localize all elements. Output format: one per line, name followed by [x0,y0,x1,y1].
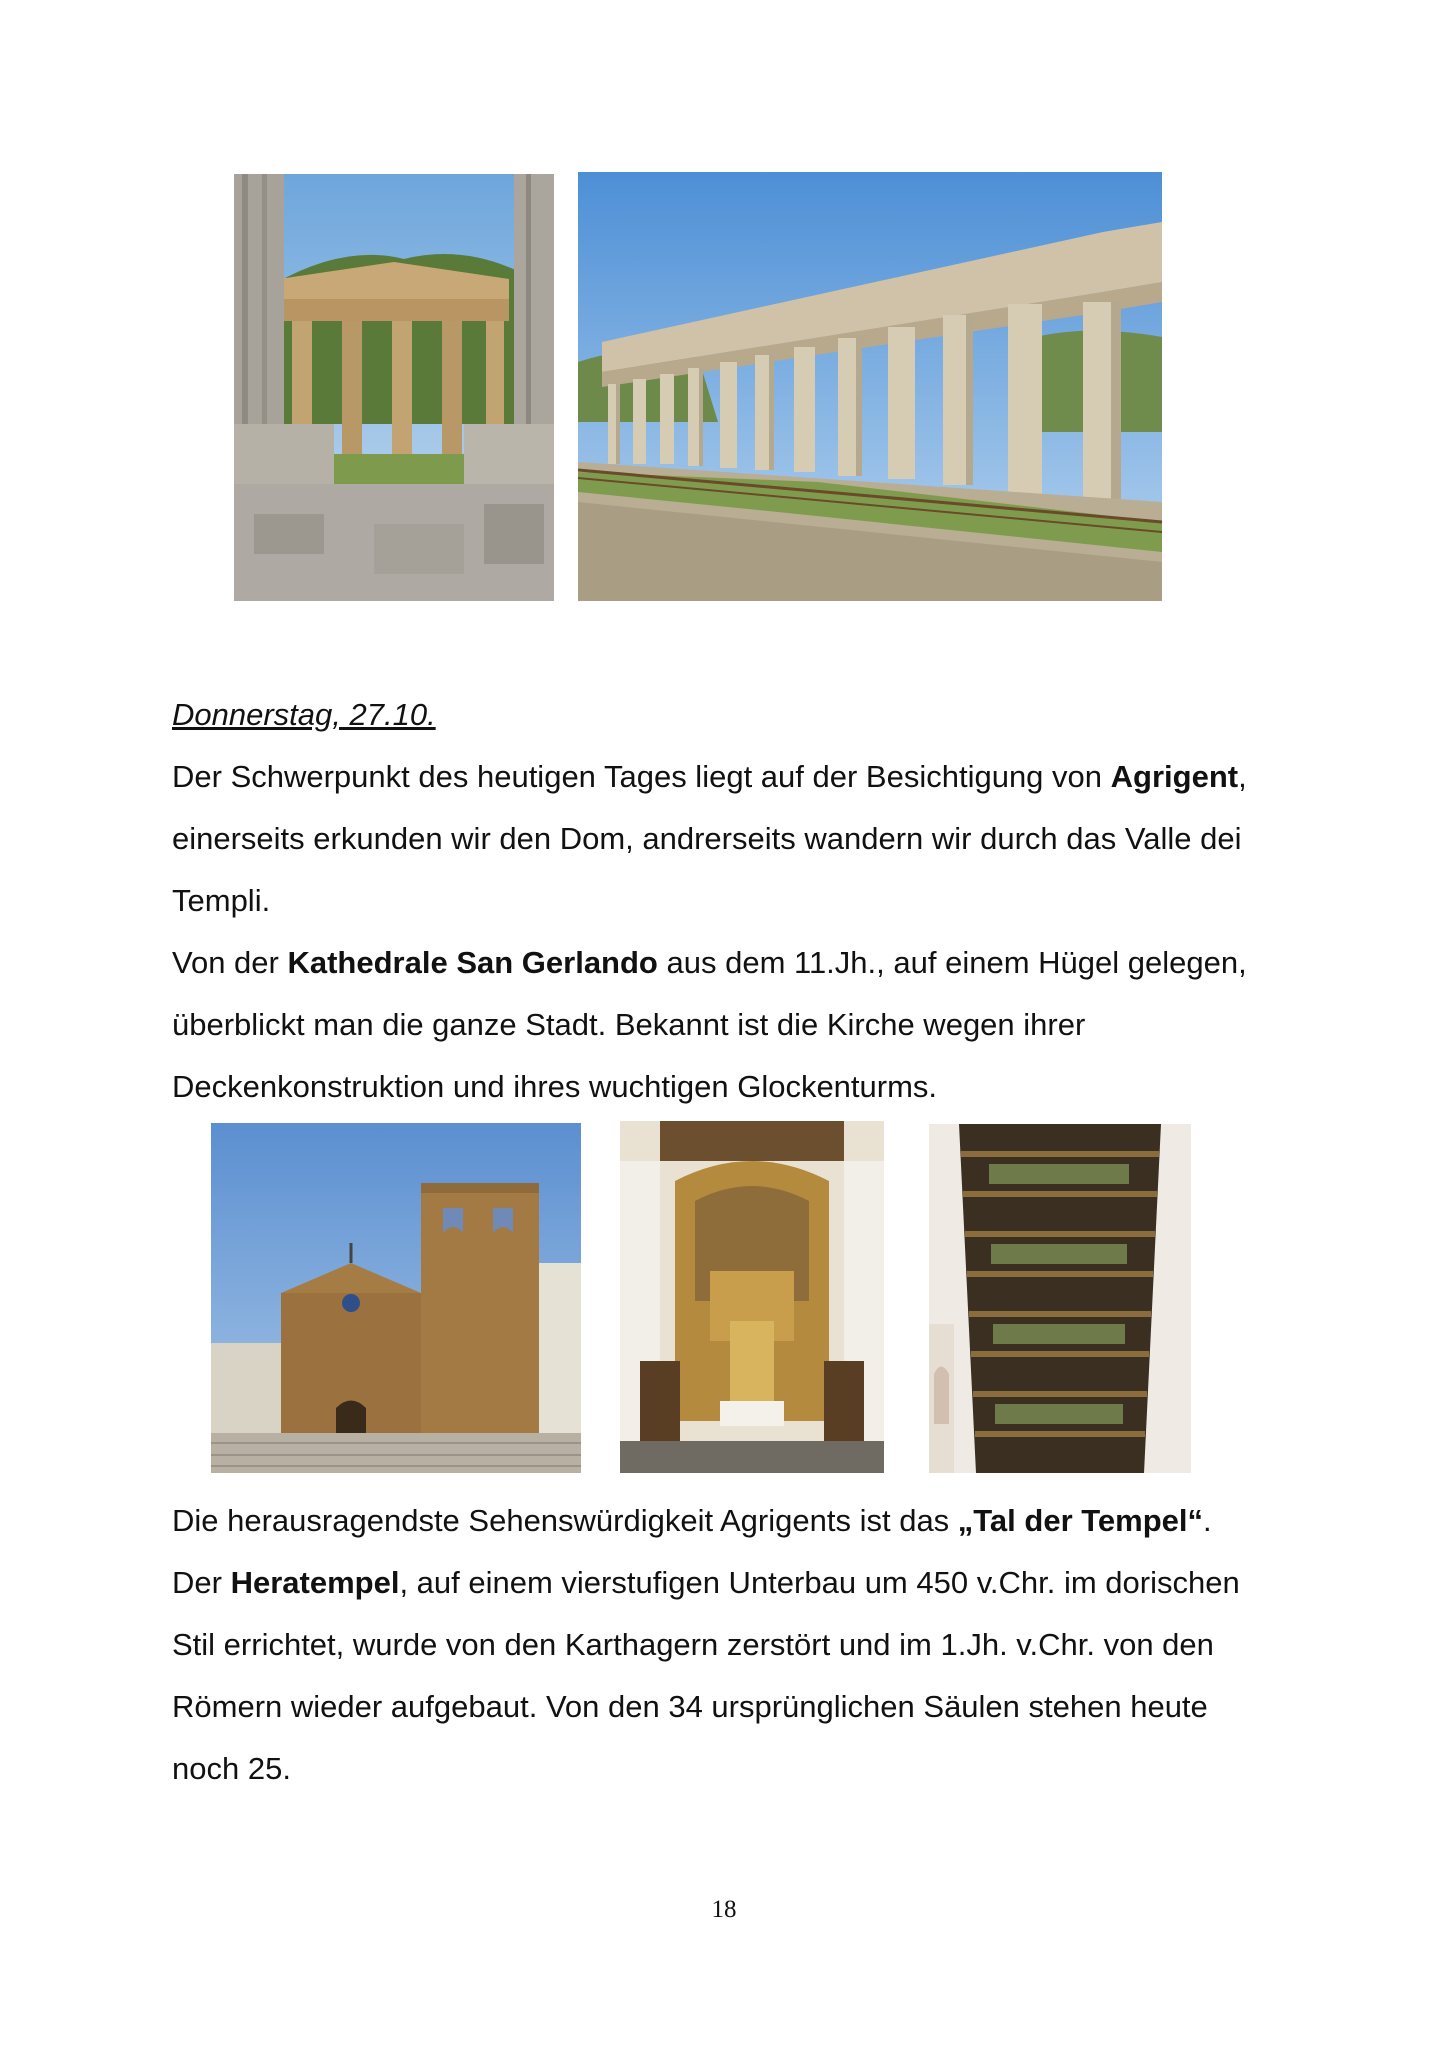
paragraph-4-line-4: noch 25. [172,1751,291,1786]
kathedrale-bold: Kathedrale San Gerlando [287,945,658,980]
paragraph-1-line-1 [172,746,1292,808]
tal-der-tempel-bold: „Tal der Tempel“ [957,1503,1203,1538]
paragraph-4-text-cont: , auf einem vierstufigen Unterbau um 450 v.Chr. im dorischen [399,1565,1240,1600]
page-number: 18 [711,1896,737,1923]
paragraph-4-text: Der [172,1565,231,1600]
photo-segesta-temple-colonnade [578,172,1162,601]
paragraph-1-comma: , [1238,759,1247,794]
paragraph-2-line-1 [172,932,1292,994]
paragraph-1-line-3: Templi. [172,883,271,918]
paragraph-4-line-1 [172,1552,1292,1614]
section-body-continued [172,1490,1292,1800]
agrigent-bold: Agrigent [1110,759,1239,794]
paragraph-1-line-2: einerseits erkunden wir den Dom, andrerseits wandern wir durch das Valle dei [172,821,1242,856]
paragraph-3-period: . [1202,1503,1212,1538]
paragraph-1-text: Der Schwerpunkt des heutigen Tages liegt auf der Besichtigung von [172,759,1111,794]
paragraph-2-text-cont: aus dem 11.Jh., auf einem Hügel gelegen, [657,945,1247,980]
photo-agrigento-cathedral-exterior [211,1123,581,1473]
paragraph-4-line-3: Römern wieder aufgebaut. Von den 34 ursprünglichen Säulen stehen heute [172,1689,1208,1724]
photo-segesta-temple-front [234,174,554,601]
paragraph-3-line-1 [172,1490,1292,1552]
photo-agrigento-cathedral-interior [620,1121,884,1473]
paragraph-3-text: Die herausragendste Sehenswürdigkeit Agrigents ist das [172,1503,958,1538]
paragraph-2-text: Von der [172,945,288,980]
day-heading: Donnerstag, 27.10. [172,697,436,732]
photo-agrigento-cathedral-ceiling [929,1124,1191,1473]
paragraph-2-line-2: überblickt man die ganze Stadt. Bekannt ist die Kirche wegen ihrer [172,1007,1086,1042]
paragraph-2-line-3: Deckenkonstruktion und ihres wuchtigen Glockenturms. [172,1069,938,1104]
heratempel-bold: Heratempel [230,1565,400,1600]
section-body [172,684,1292,1118]
paragraph-4-line-2: Stil errichtet, wurde von den Karthagern zerstört und im 1.Jh. v.Chr. von den [172,1627,1214,1662]
